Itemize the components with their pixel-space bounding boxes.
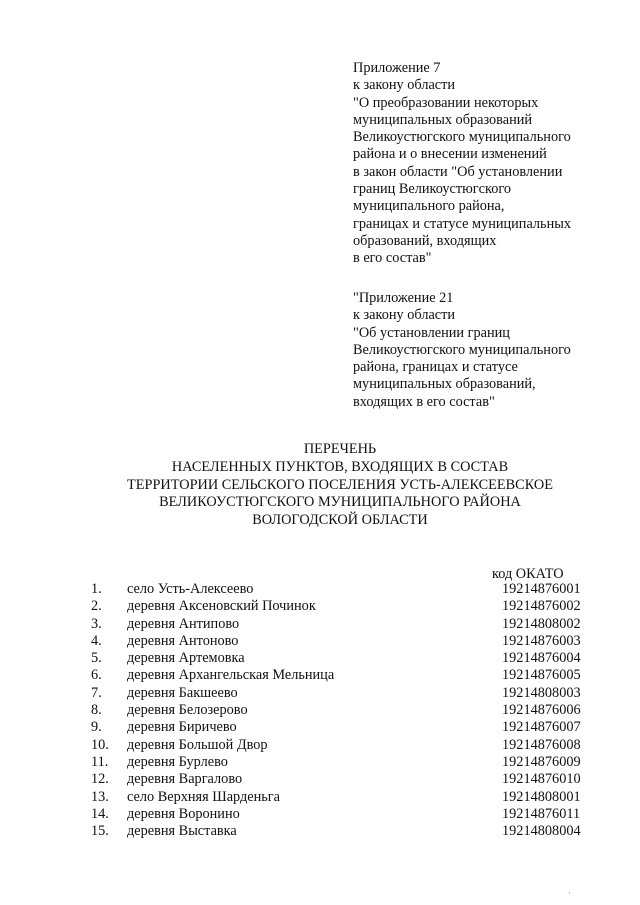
okato-code: 19214876002 xyxy=(502,598,581,615)
settlement-name: деревня Бакшеево xyxy=(127,684,238,701)
appendix-7-line: в его состав" xyxy=(353,250,432,267)
item-number: 3. xyxy=(91,615,102,632)
settlement-name: деревня Выставка xyxy=(127,823,237,840)
okato-code: 19214876001 xyxy=(502,581,581,597)
item-number: 2. xyxy=(91,598,102,615)
appendix-7-line: в закон области "Об установлении xyxy=(353,163,563,180)
appendix-21-line: муниципальных образований, xyxy=(353,376,536,393)
appendix-21-line: "Об установлении границ xyxy=(353,324,510,341)
appendix-21-line: к закону области xyxy=(353,307,456,324)
okato-code: 19214876004 xyxy=(502,650,581,667)
okato-code: 19214876007 xyxy=(502,719,581,736)
appendix-7-block xyxy=(353,60,623,268)
appendix-21-line: района, границах и статусе xyxy=(353,359,518,376)
list-item xyxy=(0,702,640,719)
appendix-7-line: муниципального района, xyxy=(353,198,505,215)
list-item xyxy=(0,823,640,840)
appendix-21-line: Великоустюгского муниципального xyxy=(353,341,571,358)
list-item xyxy=(0,737,640,754)
item-number: 7. xyxy=(91,684,102,701)
item-number: 12. xyxy=(91,771,109,788)
item-number: 11. xyxy=(91,753,109,770)
list-item xyxy=(0,598,640,615)
appendix-21-line: входящих в его состав" xyxy=(353,393,495,410)
title-line: НАСЕЛЕННЫХ ПУНКТОВ, ВХОДЯЩИХ В СОСТАВ xyxy=(171,458,509,475)
list-item xyxy=(0,633,640,650)
appendix-21-block xyxy=(353,290,623,411)
okato-column-header: код ОКАТО xyxy=(492,566,564,582)
okato-code: 19214808002 xyxy=(502,615,581,632)
list-item xyxy=(0,667,640,684)
okato-code: 19214876005 xyxy=(502,667,581,684)
okato-code: 19214808004 xyxy=(502,823,581,840)
okato-code: 19214808001 xyxy=(502,788,581,805)
list-item xyxy=(0,581,640,598)
okato-code: 19214876011 xyxy=(502,805,581,822)
settlement-name: деревня Белозерово xyxy=(127,702,248,719)
settlement-name: деревня Воронино xyxy=(127,805,240,822)
item-number: 9. xyxy=(91,719,102,736)
list-item xyxy=(0,806,640,823)
list-item xyxy=(0,789,640,806)
scan-mark: · xyxy=(568,888,571,898)
item-number: 4. xyxy=(91,632,102,649)
item-number: 6. xyxy=(91,667,102,684)
okato-code: 19214808003 xyxy=(502,684,581,701)
item-number: 8. xyxy=(91,702,102,719)
appendix-7-line: "О преобразовании некоторых xyxy=(353,94,539,111)
appendix-7-line: Приложение 7 xyxy=(353,60,441,76)
item-number: 14. xyxy=(91,805,109,822)
appendix-7-line: Великоустюгского муниципального xyxy=(353,129,571,146)
okato-code: 19214876008 xyxy=(502,736,581,753)
settlement-name: село Усть-Алексеево xyxy=(127,581,254,597)
appendix-7-line: границ Великоустюгского xyxy=(353,181,512,198)
settlement-name: село Верхняя Шарденьга xyxy=(127,788,281,805)
settlement-name: деревня Антоново xyxy=(127,632,239,649)
title-line: ТЕРРИТОРИИ СЕЛЬСКОГО ПОСЕЛЕНИЯ УСТЬ-АЛЕКСЕЕВСКОЕ xyxy=(127,476,553,493)
title-line: ПЕРЕЧЕНЬ xyxy=(303,441,377,457)
okato-code: 19214876010 xyxy=(502,771,581,788)
item-number: 13. xyxy=(91,788,109,805)
appendix-7-line: к закону области xyxy=(353,77,456,94)
settlement-name: деревня Антипово xyxy=(127,615,240,632)
settlement-name: деревня Бурлево xyxy=(127,753,228,770)
list-item xyxy=(0,754,640,771)
title-line: ВЕЛИКОУСТЮГСКОГО МУНИЦИПАЛЬНОГО РАЙОНА xyxy=(159,494,521,511)
appendix-21-line: "Приложение 21 xyxy=(353,290,454,306)
title-line: ВОЛОГОДСКОЙ ОБЛАСТИ xyxy=(252,512,428,529)
appendix-7-line: границах и статусе муниципальных xyxy=(353,215,571,232)
settlement-list xyxy=(0,581,640,840)
list-item xyxy=(0,685,640,702)
item-number: 5. xyxy=(91,650,102,667)
okato-code: 19214876006 xyxy=(502,702,581,719)
item-number: 1. xyxy=(91,581,102,597)
list-item xyxy=(0,650,640,667)
item-number: 10. xyxy=(91,736,109,753)
okato-code: 19214876009 xyxy=(502,753,581,770)
item-number: 15. xyxy=(91,823,109,840)
list-item xyxy=(0,719,640,736)
settlement-name: деревня Биричево xyxy=(127,719,237,736)
settlement-name: деревня Артемовка xyxy=(127,650,245,667)
okato-code: 19214876003 xyxy=(502,632,581,649)
appendix-7-line: образований, входящих xyxy=(353,232,497,249)
list-item xyxy=(0,771,640,788)
document-title xyxy=(60,441,620,530)
settlement-name: деревня Архангельская Мельница xyxy=(127,667,335,684)
appendix-7-line: муниципальных образований xyxy=(353,111,533,128)
settlement-name: деревня Варгалово xyxy=(127,771,243,788)
list-item xyxy=(0,616,640,633)
settlement-name: деревня Большой Двор xyxy=(127,736,268,753)
settlement-name: деревня Аксеновский Починок xyxy=(127,598,316,615)
appendix-7-line: района и о внесении изменений xyxy=(353,146,547,163)
